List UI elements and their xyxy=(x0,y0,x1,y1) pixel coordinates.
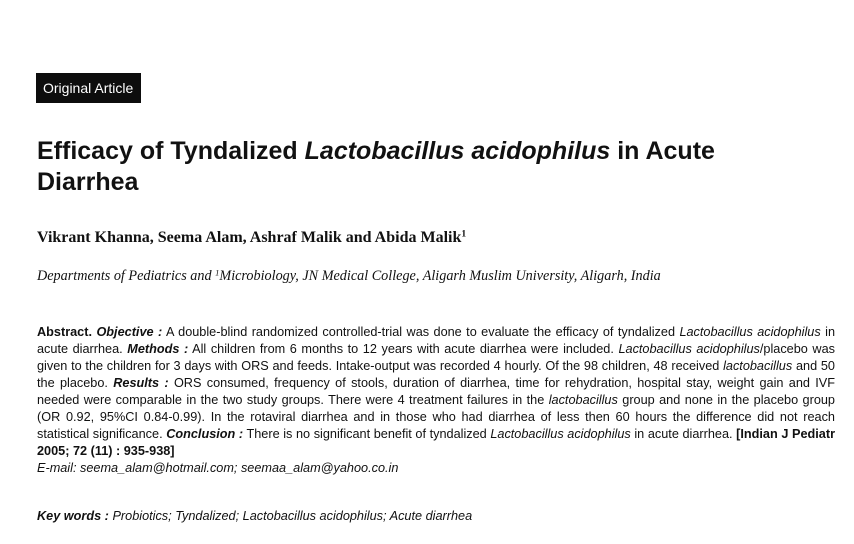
abstract-label: Abstract. xyxy=(37,325,92,339)
objective-text-b: in acute diarrhea. xyxy=(37,325,836,356)
methods-text-b: /placebo was given to the children for 3 days with ORS and feeds. Intake-output was recorded 4 hourly. Of the 98 children, 48 received xyxy=(37,342,835,373)
objective-text-italic: Lactobacillus acidophilus xyxy=(679,325,821,339)
keywords-text: Probiotics; Tyndalized; Lactobacillus acidophilus; Acute diarrhea xyxy=(108,509,473,523)
methods-text-italic-2: lactobacillus xyxy=(723,359,793,373)
conclusion-label: Conclusion : xyxy=(166,427,244,441)
conclusion-text-a: There is no significant benefit of tyndalized xyxy=(243,427,491,441)
article-title xyxy=(37,136,817,198)
affiliation-part-a: Departments of Pediatrics and xyxy=(37,268,216,284)
keywords-line xyxy=(37,508,472,525)
abstract-paragraph xyxy=(37,324,835,477)
contact-email: E-mail: seema_alam@hotmail.com; seemaa_alam@yahoo.co.in xyxy=(37,461,399,475)
results-text-italic: lactobacillus xyxy=(548,393,618,407)
title-text-start: Efficacy of Tyndalized xyxy=(37,137,305,165)
affiliation-part-b: Microbiology, JN Medical College, Aligarh Muslim University, Aligarh, India xyxy=(219,268,661,284)
title-text-italic: Lactobacillus acidophilus xyxy=(304,137,611,165)
methods-text-c: and 50 the placebo. xyxy=(37,359,835,390)
results-label: Results : xyxy=(113,376,169,390)
objective-label: Objective : xyxy=(96,325,163,339)
conclusion-text-b: in acute diarrhea. xyxy=(630,427,737,441)
keywords-label: Key words : xyxy=(37,509,109,523)
objective-text-a: A double-blind randomized controlled-trial was done to evaluate the efficacy of tyndalized xyxy=(162,325,680,339)
affiliation-marker: 1 xyxy=(215,267,220,278)
results-text-b: group and none in the placebo group (OR 0.92, 95%CI 0.84-0.99). In the rotaviral diarrhea and in those who had diarrhea of less then 60 hours the difference did not reach statistical significance. xyxy=(37,393,835,441)
author-list xyxy=(37,228,466,248)
author-names: Vikrant Khanna, Seema Alam, Ashraf Malik and Abida Malik xyxy=(37,229,462,246)
results-text-a: ORS consumed, frequency of stools, duration of diarrhea, time for rehydration, hospital stay, weight gain and IVF needed were comparable in the two study groups. There were 4 treatment failures in the xyxy=(37,376,835,407)
conclusion-text-italic: Lactobacillus acidophilus xyxy=(490,427,631,441)
methods-label: Methods : xyxy=(127,342,189,356)
methods-text-a: All children from 6 months to 12 years with acute diarrhea were included. xyxy=(188,342,619,356)
author-affiliation-marker: 1 xyxy=(461,228,467,240)
methods-text-italic: Lactobacillus acidophilus xyxy=(618,342,760,356)
affiliation xyxy=(37,267,661,286)
title-text-end: in Acute Diarrhea xyxy=(37,137,715,196)
article-type-badge: Original Article xyxy=(36,73,141,103)
citation: [Indian J Pediatr 2005; 72 (11) : 935-938] xyxy=(37,427,836,458)
